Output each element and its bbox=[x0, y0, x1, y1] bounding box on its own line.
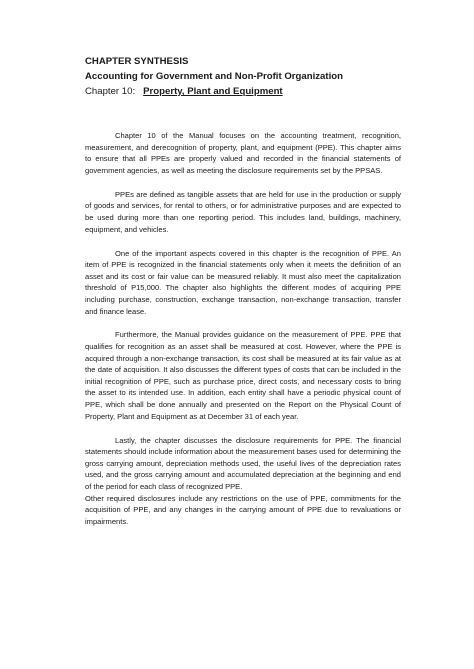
paragraph-measurement: Furthermore, the Manual provides guidance on the measurement of PPE. PPE that qualifies for recognition as an asset shall be measured at cost. However, where the PPE is acquired through a non-exchange transaction, its cost shall be measured at its fair value as at the date of acquisition. It also discusses the different types of costs that can be included in the initial recognition of PPE, such as purchase price, direct costs, and necessary costs to bring the asset to its intended use. In addition, each entity shall have a periodic physical count of PPE, which shall be done annually and presented on the Report on the Physical Count of Property, Plant and Equipment as at December 31 of each year. bbox=[85, 330, 401, 421]
paragraph-other-disclosures: Other required disclosures include any restrictions on the use of PPE, commitments for the acquisition of PPE, and any changes in the carrying amount of PPE due to revaluations or impairments. bbox=[85, 493, 401, 526]
document-header bbox=[85, 54, 405, 99]
chapter-title: Property, Plant and Equipment bbox=[143, 86, 283, 97]
document-title: CHAPTER SYNTHESIS bbox=[85, 56, 189, 67]
paragraph-disclosure: Lastly, the chapter discusses the disclosure requirements for PPE. The financial statements should include information about the measurement bases used for determining the gross carrying amount, depreciation methods used, the useful lives of the depreciation rates used, and the gross carrying amount and accumulated depreciation at the beginning and end of the period for each class of recognized PPE. bbox=[85, 435, 401, 491]
course-subtitle: Accounting for Government and Non-Profit Organization bbox=[85, 71, 343, 82]
paragraph-intro: Chapter 10 of the Manual focuses on the accounting treatment, recognition, measurement, and derecognition of property, plant, and equipment (PPE). This chapter aims to ensure that all PPEs are properly valued and recorded in the financial statements of government agencies, as well as meeting the disclosure requirements set by the PPSAS. bbox=[85, 131, 401, 175]
paragraph-recognition: One of the important aspects covered in this chapter is the recognition of PPE. An item of PPE is recognized in the financial statements only when it meets the definition of an asset and its cost or fair value can be measured reliably. It must also meet the capitalization threshold of P15,000. The chapter also highlights the different modes of acquiring PPE including purchase, construction, exchange transaction, non-exchange transaction, transfer and finance lease. bbox=[85, 248, 401, 316]
document-body bbox=[85, 130, 401, 527]
chapter-prefix: Chapter 10: bbox=[85, 86, 136, 97]
chapter-heading bbox=[85, 84, 405, 99]
paragraph-definition: PPEs are defined as tangible assets that are held for use in the production or supply of goods and services, for rental to others, or for administrative purposes and are expected to be used during more than one reporting period. This includes land, buildings, machinery, equipment, and vehicles. bbox=[85, 189, 401, 234]
